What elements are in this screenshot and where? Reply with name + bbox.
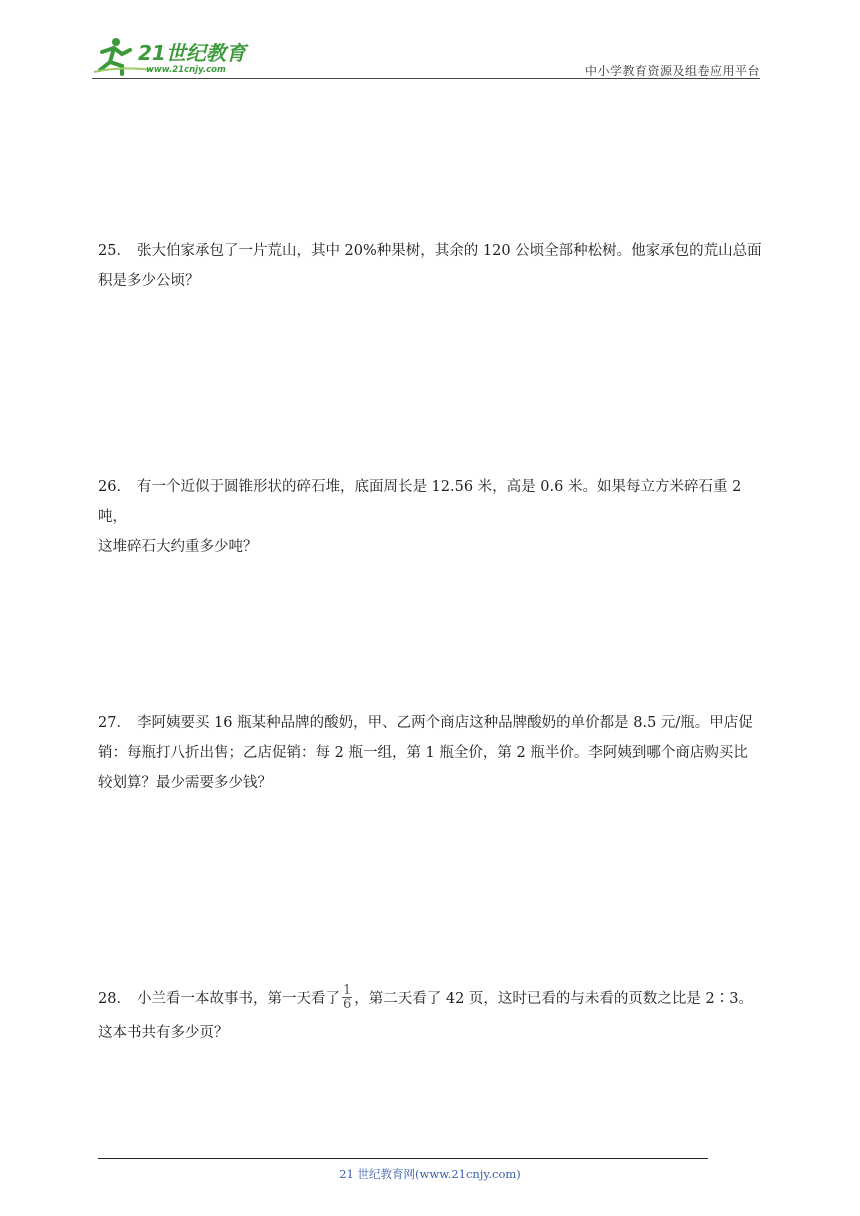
question-text: 小兰看一本故事书，第一天看了 <box>136 991 340 1007</box>
fraction <box>342 984 352 1011</box>
question-text: 这堆碎石大约重多少吨？ <box>98 539 258 555</box>
question-number: 28． <box>98 991 131 1007</box>
question-28 <box>98 984 768 1048</box>
question-text: 销：每瓶打八折出售；乙店促销：每 2 瓶一组，第 1 瓶全价，第 2 瓶半价。李阿姨到哪个商店购买比 <box>98 745 748 761</box>
question-line <box>98 472 768 532</box>
question-text: 积是多少公顷？ <box>98 273 200 289</box>
question-text: 较划算？最少需要多少钱？ <box>98 775 272 791</box>
question-number: 27． <box>98 715 131 731</box>
question-line <box>98 236 768 266</box>
question-text: ，第二天看了 42 页，这时已看的与未看的页数之比是 2∶3。 <box>354 991 753 1007</box>
question-line <box>98 984 768 1014</box>
page-header <box>0 0 860 80</box>
question-number: 26． <box>98 479 131 495</box>
question-text: 张大伯家承包了一片荒山，其中 20%种果树，其余的 120 公顷全部种松树。他家承包的荒山总面 <box>136 243 762 259</box>
question-number: 25． <box>98 243 131 259</box>
site-logo[interactable] <box>92 36 262 78</box>
question-text: 李阿姨要买 16 瓶某种品牌的酸奶，甲、乙两个商店这种品牌酸奶的单价都是 8.5 元/瓶。甲店促 <box>136 715 753 731</box>
question-27 <box>98 708 768 798</box>
question-26 <box>98 472 768 562</box>
footer-divider <box>98 1158 708 1159</box>
header-platform-text: 中小学教育资源及组卷应用平台 <box>584 64 760 78</box>
logo-text: 21世纪教育 <box>138 41 246 65</box>
question-25 <box>98 236 768 296</box>
header-divider <box>92 78 760 79</box>
question-text: 有一个近似于圆锥形状的碎石堆，底面周长是 12.56 米，高是 0.6 米。如果每立方米碎石重 2 吨， <box>98 479 742 525</box>
fraction-numerator: 1 <box>342 982 352 998</box>
question-text: 这本书共有多少页？ <box>98 1025 229 1041</box>
question-line <box>98 708 768 738</box>
runner-logo-icon <box>92 36 262 78</box>
fraction-denominator: 6 <box>342 996 352 1012</box>
footer-link[interactable]: 21 世纪教育网(www.21cnjy.com) <box>339 1167 521 1181</box>
logo-url: www.21cnjy.com <box>146 65 226 75</box>
